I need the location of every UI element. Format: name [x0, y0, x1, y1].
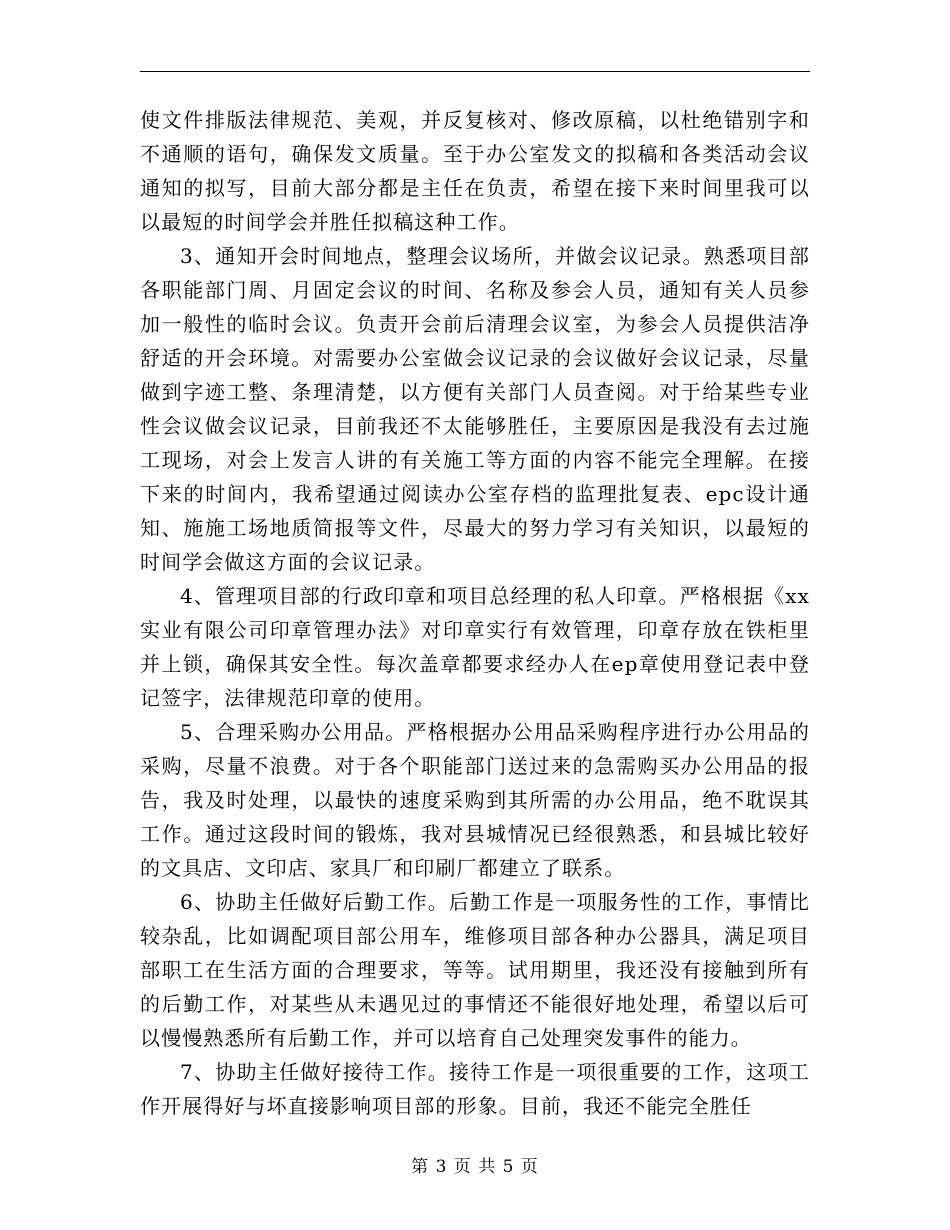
paragraph-item-7: 7、协助主任做好接待工作。接待工作是一项很重要的工作，这项工作开展得好与坏直接影响项目部的形象。目前，我还不能完全胜任	[140, 1060, 810, 1118]
page-number-footer: 第 3 页 共 5 页	[411, 1157, 539, 1177]
paragraph-continuation: 使文件排版法律规范、美观，并反复核对、修改原稿，以杜绝错别字和不通顺的语句，确保发文质量。至于办公室发文的拟稿和各类活动会议通知的拟写，目前大部分都是主任在负责，希望在接下来时间里我可以以最短的时间学会并胜任拟稿这种工作。	[140, 108, 810, 234]
body-text	[140, 103, 810, 1123]
paragraph-item-5: 5、合理采购办公用品。严格根据办公用品采购程序进行办公用品的采购，尽量不浪费。对于各个职能部门送过来的急需购买办公用品的报告，我及时处理，以最快的速度采购到其所需的办公用品，绝不耽误其工作。通过这段时间的锻炼，我对县城情况已经很熟悉，和县城比较好的文具店、文印店、家具厂和印刷厂都建立了联系。	[140, 720, 810, 880]
paragraph-item-3: 3、通知开会时间地点，整理会议场所，并做会议记录。熟悉项目部各职能部门周、月固定会议的时间、名称及参会人员，通知有关人员参加一般性的临时会议。负责开会前后清理会议室，为参会人员提供洁净舒适的开会环境。对需要办公室做会议记录的会议做好会议记录，尽量做到字迹工整、条理清楚，以方便有关部门人员查阅。对于给某些专业性会议做会议记录，目前我还不太能够胜任，主要原因是我没有去过施工现场，对会上发言人讲的有关施工等方面的内容不能完全理解。在接下来的时间内，我希望通过阅读办公室存档的监理批复表、epc设计通知、施施工场地质简报等文件，尽最大的努力学习有关知识，以最短的时间学会做这方面的会议记录。	[140, 244, 810, 574]
header-rule	[140, 71, 810, 72]
paragraph-item-4: 4、管理项目部的行政印章和项目总经理的私人印章。严格根据《xx实业有限公司印章管理办法》对印章实行有效管理，印章存放在铁柜里并上锁，确保其安全性。每次盖章都要求经办人在ep章使用登记表中登记签字，法律规范印章的使用。	[140, 584, 810, 710]
paragraph-item-6: 6、协助主任做好后勤工作。后勤工作是一项服务性的工作，事情比较杂乱，比如调配项目部公用车，维修项目部各种办公器具，满足项目部职工在生活方面的合理要求，等等。试用期里，我还没有接触到所有的后勤工作，对某些从未遇见过的事情还不能很好地处理，希望以后可以慢慢熟悉所有后勤工作，并可以培育自己处理突发事件的能力。	[140, 890, 810, 1050]
